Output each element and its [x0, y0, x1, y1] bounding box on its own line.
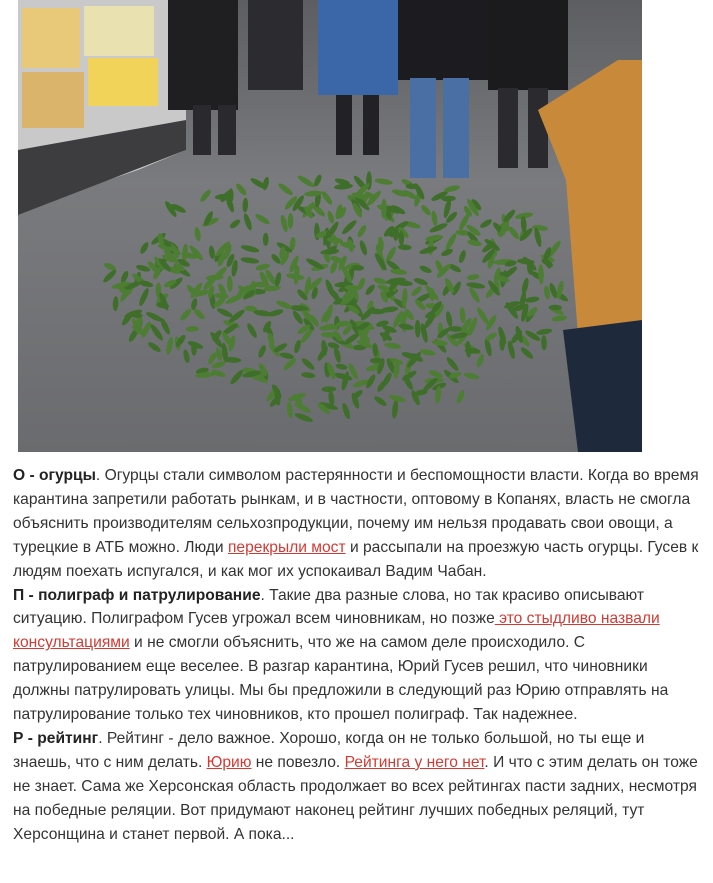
article-link[interactable]: перекрыли мост: [227, 538, 346, 556]
paragraph-text: и рассыпали на проезжую часть огурцы. Гусев к людям поехать испугался, и как мог их успокаивал Вадим Чабан.: [13, 538, 699, 580]
paragraph-term: Р - рейтинг: [13, 729, 99, 747]
paragraph-text: не повезло.: [251, 753, 345, 771]
article-paragraph: [13, 727, 705, 847]
paragraph-text: . Такие два разные слова, но так красиво описывают ситуацию. Полиграфом Гусев угрожал всем чиновникам, но позже: [13, 586, 645, 628]
paragraph-term: О - огурцы: [13, 467, 96, 484]
article-photo: [18, 0, 642, 452]
paragraph-text: . Рейтинг - дело важное. Хорошо, когда он не только большой, но ты еще и знаешь, что с ним делать.: [13, 729, 645, 771]
article-link[interactable]: Рейтинга у него нет: [344, 753, 485, 771]
cucumber-shape: [263, 233, 269, 246]
paragraph-text: . Огурцы стали символом растерянности и беспомощности власти. Когда во время карантина запретили работать рынкам, и в частности, оптовому в Копанях, власть не смогла объяснить производителям сельхозпродукции, почему им нельзя продавать свои овощи, а турецкие в АТБ можно. Люди: [13, 467, 699, 556]
paragraph-term: П - полиграф и патрулирование: [13, 586, 261, 604]
paragraph-text: и не смогли объяснить, что же на самом деле происходило. С патрулированием еще веселее. В разгар карантина, Юрий Гусев решил, что чиновники должны патрулировать улицы. Мы бы предложили в следующий раз Юрию отправлять на патрулирование только тех чиновников, кто прошел полиграф. Так надежнее.: [13, 634, 669, 724]
article-link[interactable]: Юрию: [206, 753, 252, 771]
paragraph-text: . И что с этим делать он тоже не знает. Сама же Херсонская область продолжает во всех рейтингах пасти задних, несмотря на победные реляции. Вот придумают наконец рейтинг лучших победных реляций, тут Херсонщина и станет первой. А пока...: [13, 753, 698, 843]
article-paragraph: [13, 584, 705, 727]
article-text: [13, 464, 705, 847]
article-link[interactable]: это стыдливо назвали консультациями: [13, 610, 660, 652]
cucumbers-on-road-photo: [18, 0, 642, 452]
article-paragraph: [13, 464, 705, 584]
